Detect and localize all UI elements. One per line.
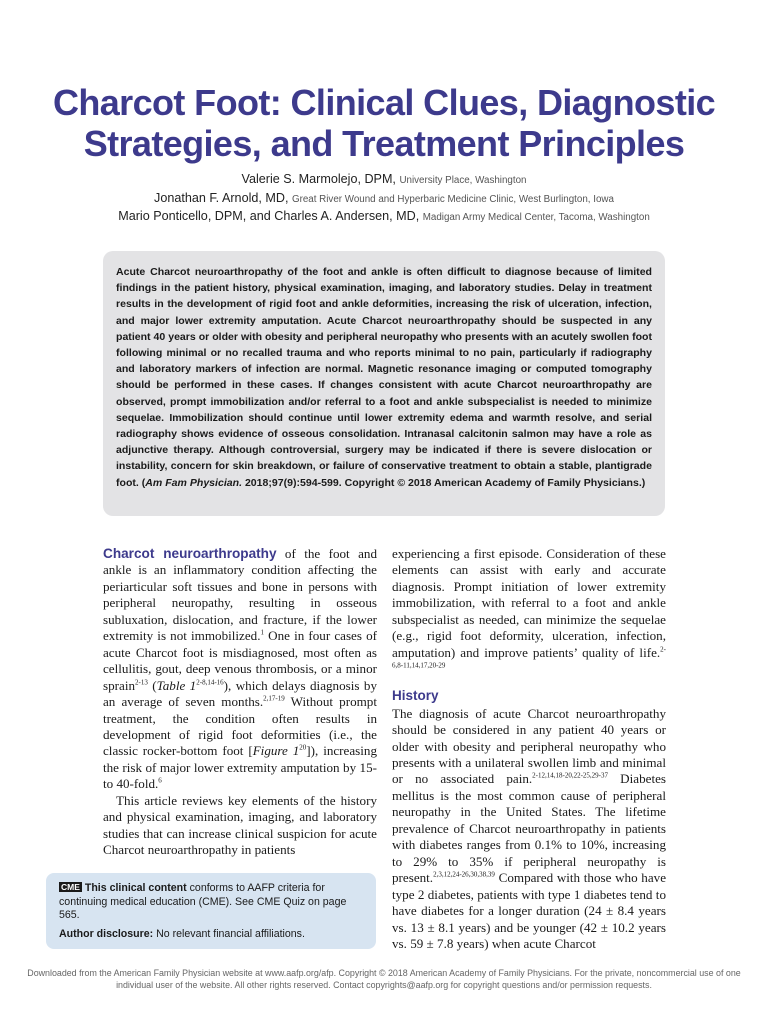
author-disclosure: Author disclosure: No relevant financial affiliations.	[59, 927, 305, 940]
author-affiliation: Great River Wound and Hyperbaric Medicine Clinic, West Burlington, Iowa	[291, 193, 614, 205]
cme-badge: CME	[61, 882, 80, 892]
author-affiliation: Madigan Army Medical Center, Tacoma, Washington	[422, 212, 650, 223]
author-line	[0, 190, 768, 209]
abstract-citation: 2018;97(9):594-599. Copyright © 2018 American Academy of Family Physicians.)	[242, 476, 646, 489]
reference-superscript: 2,3,12,24-26,30,38,39	[433, 870, 495, 879]
download-footer: Downloaded from the American Family Physician website at www.aafp.org/afp. Copyright © 2018 American Academy of Family Physicians. For the private, noncommercial use of one individual user of the website. All other rights reserved. Contact copyrights@aafp.org for copyright questions and/or permission requests.	[27, 968, 741, 990]
author-names: Valerie S. Marmolejo, DPM,	[241, 172, 396, 186]
right-column	[392, 546, 666, 952]
article-title	[0, 82, 768, 164]
title-line-1: Charcot Foot: Clinical Clues, Diagnostic	[52, 82, 716, 123]
section-heading-history: History	[392, 687, 439, 703]
reference-superscript: 2-12,14,18-20,22-25,29-37	[532, 772, 608, 781]
reference-superscript: 2-6,8-11,14,17,20-29	[392, 645, 666, 670]
reference-superscript: 2-8,14-16	[196, 678, 224, 687]
cme-info-box	[46, 873, 376, 949]
author-affiliation: University Place, Washington	[399, 175, 527, 186]
table-reference-link[interactable]: Table 1	[156, 677, 197, 693]
body-paragraph: The diagnosis of acute Charcot neuroarthropathy should be considered in any patient 40 years or older with obesity and peripheral neuropathy who presents with a unilateral swollen limb and minimal or no associated pain.$^{2-12,14,18-20,22-25,29-37}$ Diabetes mellitus is the most common cause of peripheral neuropathy in the United States. The lifetime prevalence of Charcot neuroarthropathy in patients with diabetes ranges from 0.1% to 10%, increasing to 29% to 35% if peripheral neuropathy is present.$^{2,3,12,24-26,30,38,39}$ Compared with those who have type 2 diabetes, patients with type 1 diabetes tend to have diabetes for a longer duration (24 ± 8.4 years vs. 13 ± 8.1 years) and be younger (42 ± 10.2 years vs. 59 ± 7.8 years) when acute Charcot	[392, 705, 666, 951]
author-names: Jonathan F. Arnold, MD,	[154, 190, 289, 205]
cme-statement: CME This clinical content conforms to AAFP criteria for continuing medical education (CME). See CME Quiz on page 565.	[59, 882, 347, 922]
body-paragraph: experiencing a first episode. Consideration of these elements can assist with early and accurate diagnosis. Prompt initiation of lower extremity immobilization, with referral to a foot and ankle subspecialist as needed, can minimize the sequelae (e.g., rigid foot deformity, ulceration, infection, amputation) and improve patients’ quality of life.$^{2-6,8-11,14,17,20-29}$	[392, 546, 666, 670]
author-line	[0, 171, 768, 190]
reference-superscript: 20	[299, 744, 307, 753]
author-line	[0, 208, 768, 227]
journal-name: Am Fam Physician.	[145, 476, 243, 489]
title-line-2: Strategies, and Treatment Principles	[83, 123, 685, 164]
abstract-box	[103, 251, 665, 516]
author-names: Mario Ponticello, DPM, and Charles A. Andersen, MD,	[118, 209, 420, 223]
author-list	[0, 171, 768, 227]
intro-paragraph: Charcot neuroarthropathy of the foot and ankle is an inflammatory condition affecting the periarticular soft tissues and bone in persons with peripheral neuropathy, resulting in osseous subluxation, dislocation, and fracture, if the lower extremity is not immobilized.$^1$ One in four cases of acute Charcot foot is misdiagnosed, most often as cellulitis, gout, deep venous thrombosis, or a minor sprain$^{2-13}$ (Table 1$^{2-8,14-16}$), which delays diagnosis by an average of seven months.$^{2,17-19}$ Without prompt treatment, the condition often results in development of rigid foot deformities (i.e., the classic rocker-bottom foot [Figure 1$^{20}$]), increasing the risk of major lower extremity amputation by 15- to 40-fold.$^6$	[103, 546, 378, 792]
reference-superscript: 6	[158, 776, 162, 785]
left-column	[103, 546, 377, 859]
reference-superscript: 1	[260, 628, 264, 637]
reference-superscript: 2-13	[135, 678, 148, 687]
body-paragraph: This article reviews key elements of the history and physical examination, imaging, and laboratory studies that can increase clinical suspicion for acute Charcot neuroarthropathy in patients	[103, 792, 377, 858]
figure-reference-link[interactable]: Figure 1	[252, 743, 300, 759]
reference-superscript: 2,17-19	[263, 694, 285, 703]
lead-term: Charcot neuroarthropathy	[103, 546, 277, 561]
abstract-text: Acute Charcot neuroarthropathy of the foot and ankle is often difficult to diagnose because of limited findings in the patient history, physical examination, imaging, and laboratory studies. Delay in treatment results in the development of rigid foot and ankle deformities, increasing the risk of ulceration, infection, and major lower extremity amputation. Acute Charcot neuroarthropathy should be suspected in any patient 40 years or older with obesity and peripheral neuropathy who presents with an acutely swollen foot following minimal or no recalled trauma and who reports minimal to no pain, particularly if radiography and laboratory markers of infection are normal. Magnetic resonance imaging or computed tomography should be performed in these cases. If changes consistent with acute Charcot neuroarthropathy are observed, prompt immobilization and/or referral to a foot and ankle subspecialist is needed to minimize sequelae. Immobilization should continue until lower extremity edema and warmth resolve, and serial radiography shows evidence of osseous consolidation. Intranasal calcitonin salmon may have a role as adjunctive therapy. Although controversial, surgery may be indicated if there is severe dislocation or instability, concern for skin breakdown, or failure of conservative treatment to obtain a stable, plantigrade foot. (Am Fam Physician. 2018;97(9):594-599. Copyright © 2018 American Academy of Family Physicians.)	[116, 266, 652, 489]
